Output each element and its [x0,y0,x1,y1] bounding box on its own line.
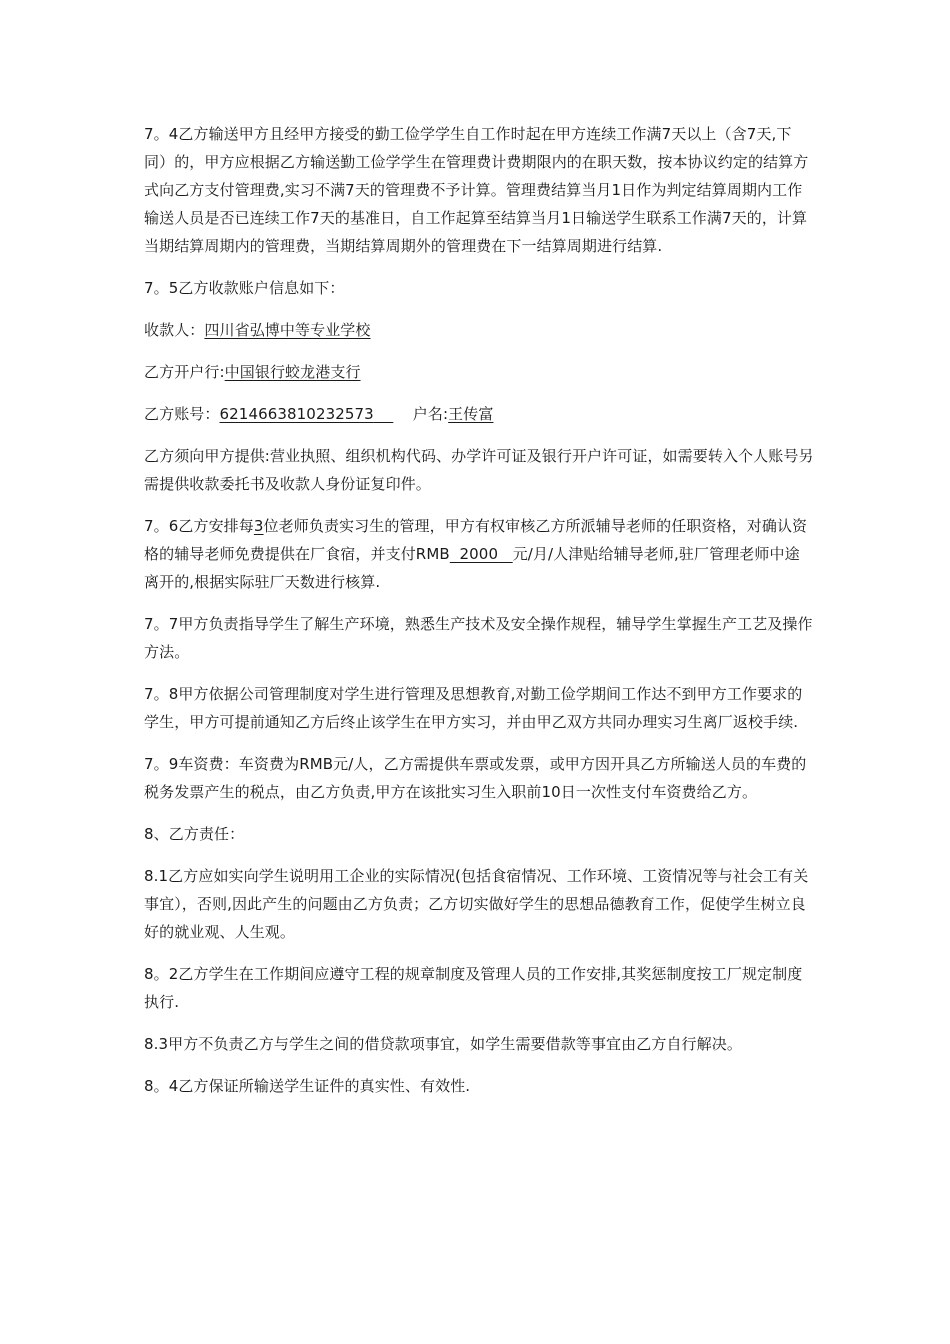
clause-7-6 [144,512,814,596]
clause-7-5: 7。5乙方收款账户信息如下： [144,279,345,297]
payee-label: 收款人： [144,321,205,339]
clause-7-6-part-a: 7。6乙方安排每 [144,517,254,535]
clause-7-6-part-c: 元/月/人津贴给辅导老师,驻厂管理老师中途离开的,根据实际驻厂天数进行核算. [144,545,800,591]
allowance-amount [450,545,513,563]
clause-7-6-part-b: 位老师负责实习生的管理，甲方有权审核乙方所派辅导老师的任职资格，对确认资格的辅导老师免费提供在厂食宿，并支付RMB [144,517,808,563]
holder-label: 户名: [412,405,449,423]
clause-7-8: 7。8甲方依据公司管理制度对学生进行管理及思想教育,对勤工俭学期间工作达不到甲方工作要求的学生，甲方可提前通知乙方后终止该学生在甲方实习，并由甲乙双方共同办理实习生离厂返校手续. [144,685,803,731]
payee-value: 四川省弘博中等专业学校 [204,321,371,339]
document-body [144,120,814,1114]
account-label: 乙方账号： [144,405,220,423]
account-line [144,400,814,428]
clause-7-7: 7。7甲方负责指导学生了解生产环境，熟悉生产技术及安全操作规程，辅导学生掌握生产工艺及操作方法。 [144,615,813,661]
clause-7-9: 7。9车资费：车资费为RMB元/人，乙方需提供车票或发票，或甲方因开具乙方所输送人员的车费的税务发票产生的税点，由乙方负责,甲方在该批实习生入职前10日一次性支付车资费给乙方。 [144,755,807,801]
bank-label: 乙方开户行: [144,363,225,381]
bank-line [144,358,814,386]
section-8-heading: 8、乙方责任： [144,825,245,843]
bank-value: 中国银行蛟龙港支行 [224,363,361,381]
allowance-value: 2000 [459,545,499,563]
clause-8-3: 8.3甲方不负责乙方与学生之间的借贷款项事宜，如学生需要借款等事宜由乙方自行解决。 [144,1035,742,1053]
account-number: 6214663810232573 [219,405,374,423]
account-value [220,405,394,423]
clause-7-4: 7。4乙方输送甲方且经甲方接受的勤工俭学学生自工作时起在甲方连续工作满7天以上（含7天,下同）的，甲方应根据乙方输送勤工俭学学生在管理费计费期限内的在职天数，按本协议约定的结算方式向乙方支付管理费,实习不满7天的管理费不予计算。管理费结算当月1日作为判定结算周期内工作输送人员是否已连续工作7天的基准日，自工作起算至结算当月1日输送学生联系工作满7天的，计算当期结算周期内的管理费，当期结算周期外的管理费在下一结算周期进行结算. [144,125,809,255]
clause-8-4: 8。4乙方保证所输送学生证件的真实性、有效性. [144,1077,471,1095]
holder-value: 王传富 [448,405,494,423]
teacher-count: 3 [253,517,264,535]
document-requirements: 乙方须向甲方提供:营业执照、组织机构代码、办学许可证及银行开户许可证，如需要转入个人账号另需提供收款委托书及收款人身份证复印件。 [144,447,814,493]
clause-8-2: 8。2乙方学生在工作期间应遵守工程的规章制度及管理人员的工作安排,其奖惩制度按工厂规定制度执行. [144,965,803,1011]
clause-8-1: 8.1乙方应如实向学生说明用工企业的实际情况(包括食宿情况、工作环境、工资情况等与社会工有关事宜），否则,因此产生的问题由乙方负责；乙方切实做好学生的思想品德教育工作，促使学生树立良好的就业观、人生观。 [144,867,809,941]
payee-line [144,316,814,344]
